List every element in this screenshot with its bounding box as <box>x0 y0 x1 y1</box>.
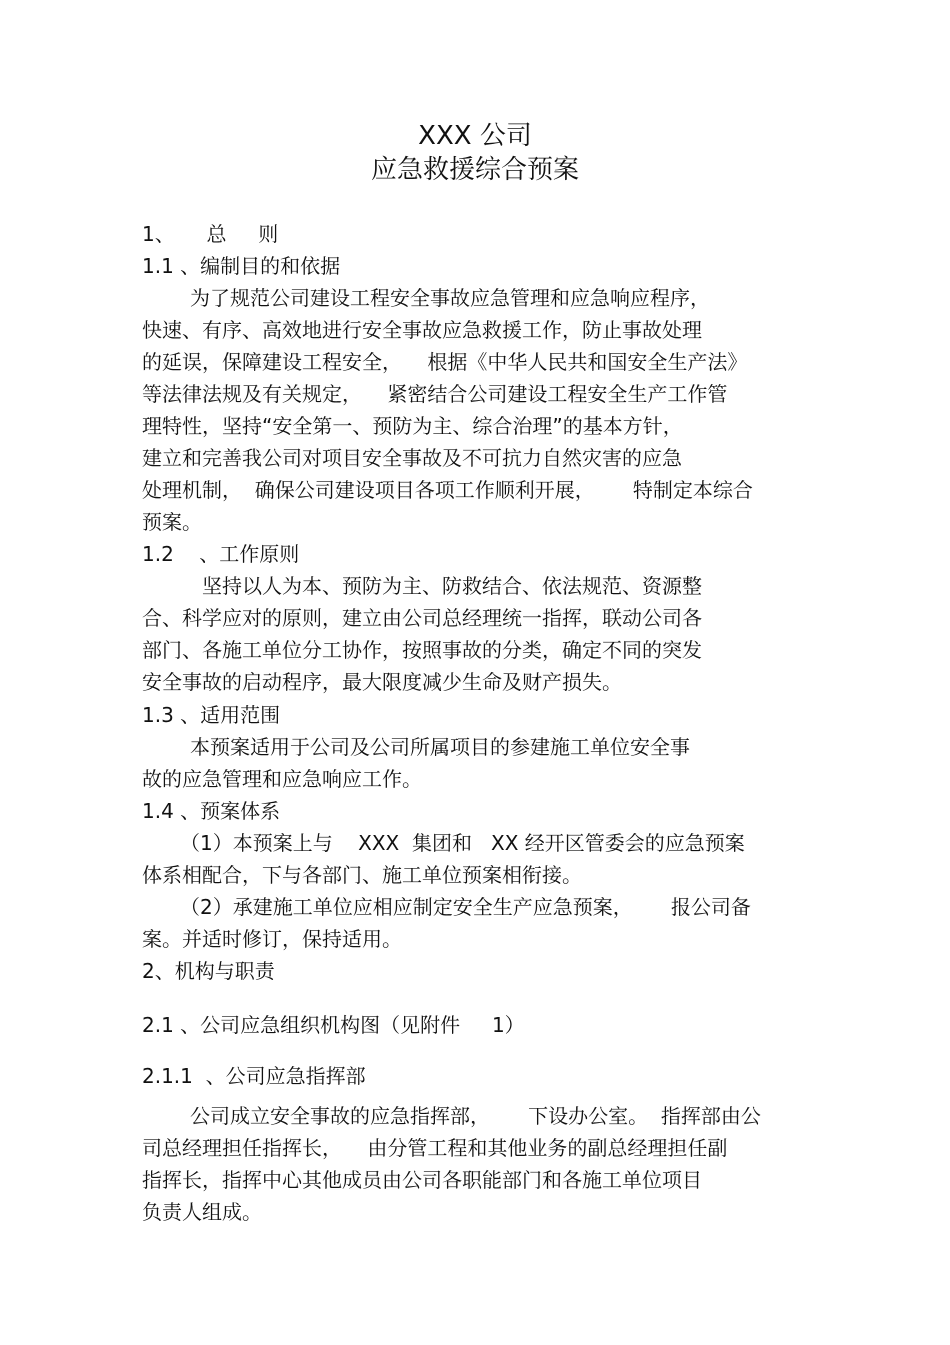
paragraph-line: 故的应急管理和应急响应工作。 <box>142 767 422 791</box>
paragraph-line: 部门、各施工单位分工协作，按照事故的分类，确定不同的突发 <box>142 638 702 662</box>
paragraph-line: 体系相配合，下与各部门、施工单位预案相衔接。 <box>142 863 582 887</box>
section-heading-organization: 2、机构与职责 <box>142 959 275 983</box>
paragraph-line: 安全事故的启动程序，最大限度减少生命及财产损失。 <box>142 670 622 694</box>
section-heading-general: 1、 总 则 <box>142 222 279 246</box>
paragraph-line: 合、科学应对的原则，建立由公司总经理统一指挥，联动公司各 <box>142 606 702 630</box>
paragraph-line: 理特性，坚持“安全第一、预防为主、综合治理”的基本方针， <box>142 414 683 438</box>
subsection-heading-org-chart: 2.1 、公司应急组织机构图（见附件 1） <box>142 1013 525 1037</box>
paragraph-line: 的延误，保障建设工程安全， 根据《中华人民共和国安全生产法》 <box>142 350 748 374</box>
document-title: XXX 公司 <box>418 121 532 151</box>
paragraph-line: 等法律法规及有关规定， 紧密结合公司建设工程安全生产工作管 <box>142 382 728 406</box>
subsection-heading-command: 2.1.1 、公司应急指挥部 <box>142 1064 366 1088</box>
document-subtitle: 应急救援综合预案 <box>370 155 579 185</box>
paragraph-line: 预案。 <box>142 510 202 534</box>
paragraph-line: 案。并适时修订，保持适用。 <box>142 927 402 951</box>
paragraph-line: 处理机制， 确保公司建设项目各项工作顺利开展， 特制定本综合 <box>142 478 753 502</box>
subsection-heading-system: 1.4 、预案体系 <box>142 799 281 823</box>
subsection-heading-scope: 1.3 、适用范围 <box>142 703 281 727</box>
paragraph-line: 坚持以人为本、预防为主、防救结合、依法规范、资源整 <box>202 574 702 598</box>
paragraph-line: （2）承建施工单位应相应制定安全生产应急预案， 报公司备 <box>180 895 751 919</box>
paragraph-line: 本预案适用于公司及公司所属项目的参建施工单位安全事 <box>190 735 690 759</box>
paragraph-line: 负责人组成。 <box>142 1200 262 1224</box>
paragraph-line: 为了规范公司建设工程安全事故应急管理和应急响应程序， <box>190 286 710 310</box>
paragraph-line: 指挥长，指挥中心其他成员由公司各职能部门和各施工单位项目 <box>142 1168 702 1192</box>
paragraph-line: 快速、有序、高效地进行安全事故应急救援工作，防止事故处理 <box>142 318 702 342</box>
paragraph-line: 司总经理担任指挥长， 由分管工程和其他业务的副总经理担任副 <box>142 1136 728 1160</box>
paragraph-line: 建立和完善我公司对项目安全事故及不可抗力自然灾害的应急 <box>142 446 682 470</box>
paragraph-line: （1）本预案上与 XXX 集团和 XX 经开区管委会的应急预案 <box>180 831 745 855</box>
subsection-heading-purpose: 1.1 、编制目的和依据 <box>142 254 341 278</box>
subsection-heading-principles: 1.2 、工作原则 <box>142 542 300 566</box>
paragraph-line: 公司成立安全事故的应急指挥部， 下设办公室。 指挥部由公 <box>190 1104 761 1128</box>
